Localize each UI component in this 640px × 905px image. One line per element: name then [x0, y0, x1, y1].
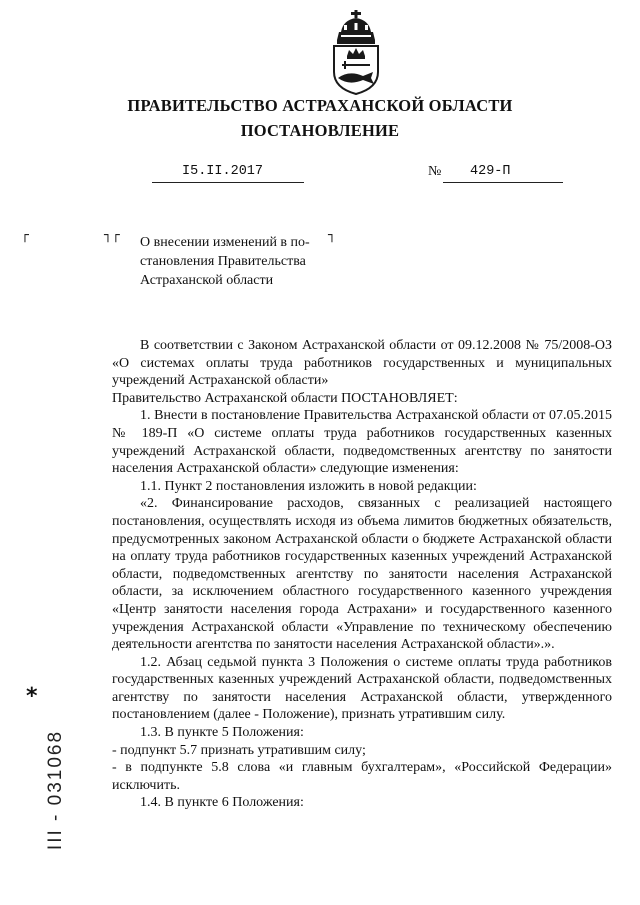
date-underline — [152, 182, 304, 183]
coat-of-arms-emblem — [327, 10, 385, 96]
document-subject — [140, 233, 340, 290]
serial-mark: * — [26, 684, 38, 709]
document-body — [112, 337, 612, 812]
body-paragraph: «2. Финансирование расходов, связанных с реализацией настоящего постановления, осуществлять исходя из объема лимитов бюджетных обязательств, предусмотренных законом Астраханской области о бюджете Астраханской области на оплату труда работников государственных казенных учреждений Астраханской области, подведомственных агентству по занятости населения Астраханской области, за исключением областного государственного казенного учреждения «Центр занятости населения города Астрахани» и государственного казенного учреждения Астраханской области «Управление по техническому обеспечению деятельности агентства по занятости населения Астраханской области».». — [112, 496, 612, 653]
serial-number-vertical — [26, 700, 86, 880]
organization-title: ПРАВИТЕЛЬСТВО АСТРАХАНСКОЙ ОБЛАСТИ — [127, 96, 513, 115]
body-paragraph: Правительство Астраханской области ПОСТАНОВЛЯЕТ: — [112, 390, 458, 406]
number-underline — [443, 182, 563, 183]
serial-number: ІІІ - 031068 — [45, 729, 66, 851]
subject-line: О внесении изменений в по- — [140, 235, 310, 250]
subject-line: становления Правительства — [140, 254, 306, 269]
body-paragraph: 1.1. Пункт 2 постановления изложить в новой редакции: — [140, 478, 477, 494]
body-paragraph: В соответствии с Законом Астраханской области от 09.12.2008 № 75/2008-ОЗ «О системах оплаты труда работников государственных и муниципальных учреждений Астраханской области» — [112, 338, 612, 389]
right-corner-mark: ┐ — [328, 228, 336, 243]
document-type-title: ПОСТАНОВЛЕНИЕ — [240, 121, 400, 140]
subject-line: Астраханской области — [140, 273, 274, 288]
body-paragraph: 1.3. В пункте 5 Положения: — [140, 725, 304, 741]
body-paragraph: - подпункт 5.7 признать утратившим силу; — [112, 742, 366, 758]
body-paragraph: 1.2. Абзац седьмой пункта 3 Положения о системе оплаты труда работников государственных казенных учреждений Астраханской области, подведомственных агентству по занятости населения Астраханской области, утвержденного постановлением (далее - Положение), признать утратившим силу. — [112, 654, 612, 723]
middle-corner-mark: ┐┌ — [104, 228, 120, 243]
body-paragraph: 1. Внести в постановление Правительства Астраханской области от 07.05.2015 № 189-П «О системе оплаты труда работников государственных казенных учреждений Астраханской области, подведомственных агентству по занятости населения Астраханской области» следующие изменения: — [112, 408, 612, 477]
document-number: 429-П — [470, 164, 511, 179]
document-date: I5.II.2017 — [182, 164, 264, 179]
left-corner-mark: ┌ — [21, 228, 29, 243]
number-label: № — [428, 164, 442, 179]
body-paragraph: - в подпункте 5.8 слова «и главным бухгалтерам», «Российской Федерации» исключить. — [112, 760, 612, 793]
body-paragraph: 1.4. В пункте 6 Положения: — [140, 795, 304, 811]
